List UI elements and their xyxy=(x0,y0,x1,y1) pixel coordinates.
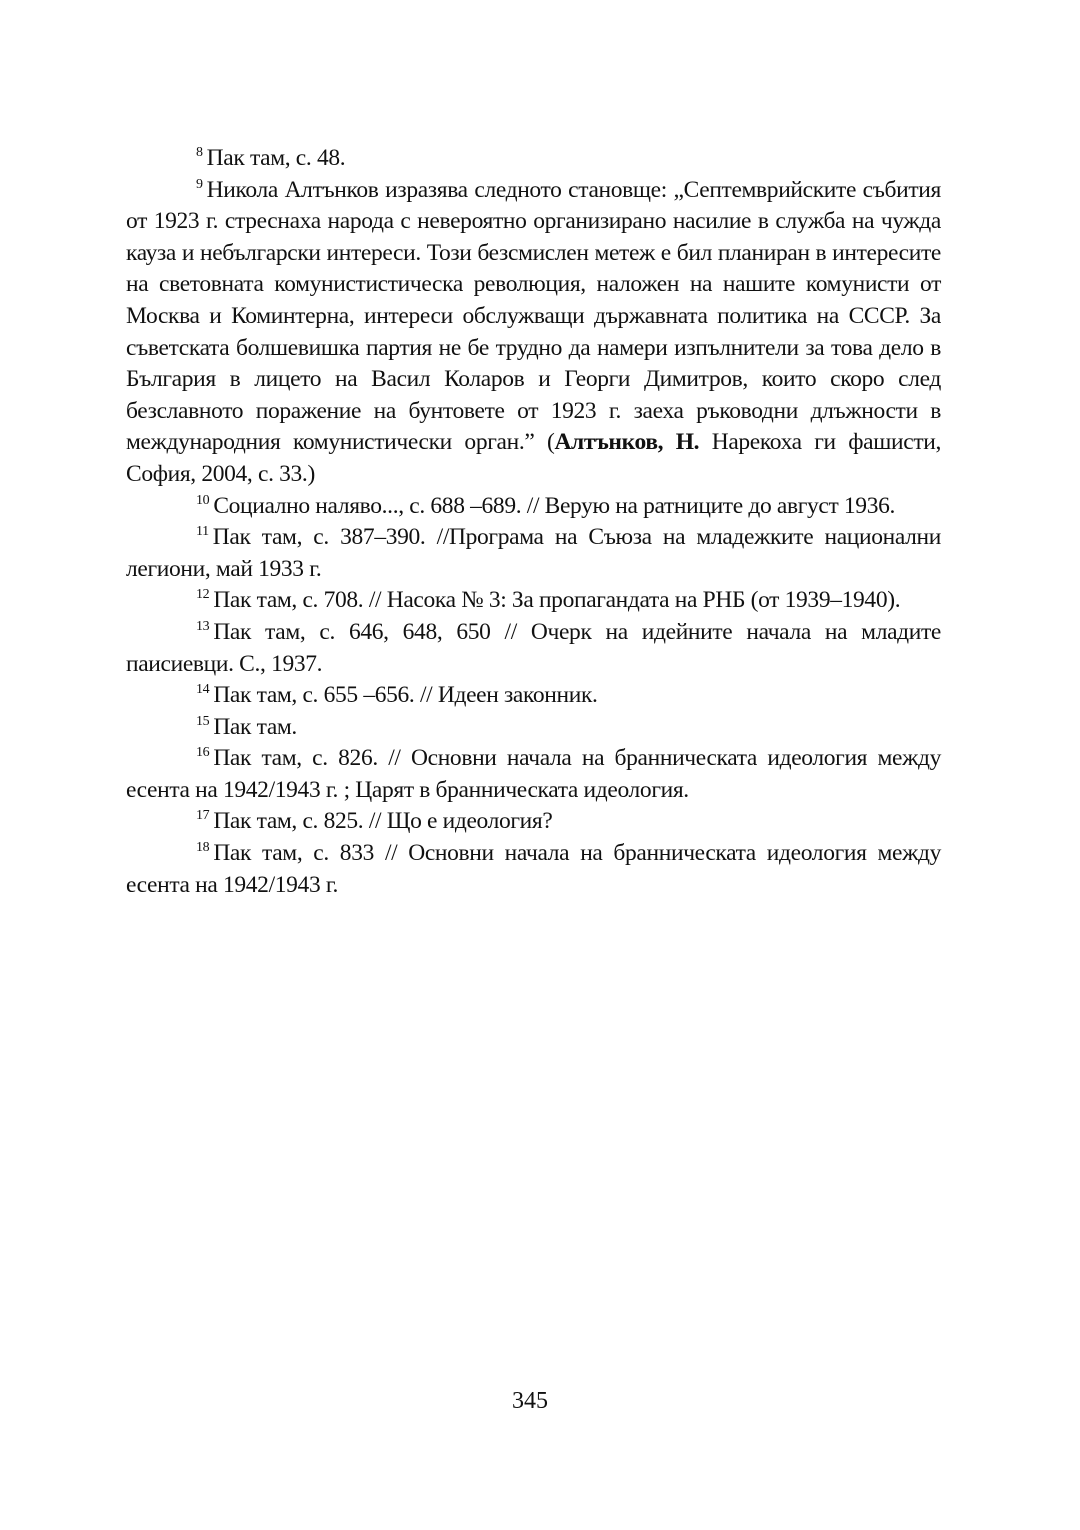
footnote-11 xyxy=(126,522,941,585)
footnote-text: Пак там, с. 48. xyxy=(206,145,346,171)
citation-text: Нарекоха ги фашисти, София, 2004, с. 33.) xyxy=(126,429,941,487)
footnote-17 xyxy=(126,806,941,838)
footnotes-section xyxy=(126,143,941,901)
footnote-10 xyxy=(126,491,941,523)
footnote-number: 15 xyxy=(196,713,210,729)
cited-author: Алтънков, Н. xyxy=(554,429,700,456)
footnote-9 xyxy=(126,175,941,491)
footnote-number: 17 xyxy=(196,808,210,824)
footnote-number: 13 xyxy=(196,618,210,634)
footnote-number: 9 xyxy=(196,176,203,192)
footnote-13 xyxy=(126,617,941,680)
footnote-14 xyxy=(126,680,941,712)
footnote-8 xyxy=(126,143,941,175)
footnote-16 xyxy=(126,743,941,806)
footnote-18 xyxy=(126,838,941,901)
footnote-number: 12 xyxy=(196,587,210,603)
footnote-text: Пак там, с. 826. // Основни начала на бранническата идеология между есента на 1942/1943 г. ; Царят в бранническата идеология. xyxy=(126,745,941,803)
footnote-text: Пак там, с. 833 // Основни начала на бранническата идеология между есента на 1942/1943 г. xyxy=(126,840,941,898)
footnote-number: 10 xyxy=(196,492,210,508)
footnote-text: Пак там, с. 655 –656. // Идеен законник. xyxy=(213,682,598,709)
footnote-text: Пак там. xyxy=(213,713,297,740)
footnote-text: Никола Алтънков изразява следното становще: „Септемврийските събития от 1923 г. стреснаха народа с невероятно организирано насилие в служба на чужда кауза и небългарски интереси. Този безсмислен метеж е бил планиран в интересите на световната комунистистическа революция, наложен на нашите комунисти от Москва и Коминтерна, интереси обслужващи държавната политика на СССР. За съветската болшевишка партия не бе трудно да намери изпълнители за това дело в България в лицето на Васил Коларов и Георги Димитров, които скоро след безславното поражение на бунтовете от 1923 г. заеха ръководни длъжности в международния комунистически орган.” ( xyxy=(126,176,941,456)
footnote-text: Пак там, с. 387–390. //Програма на Съюза на младежките национални легиони, май 1933 г. xyxy=(126,524,941,582)
footnote-number: 8 xyxy=(196,145,203,160)
footnote-15 xyxy=(126,712,941,744)
footnote-number: 11 xyxy=(196,524,209,540)
footnote-text: Пак там, с. 646, 648, 650 // Очерк на идейните начала на младите паисиевци. С., 1937. xyxy=(126,618,941,677)
footnote-12 xyxy=(126,585,941,617)
footnote-number: 18 xyxy=(196,840,210,856)
footnote-text: Пак там, с. 825. // Що е идеология? xyxy=(213,808,553,835)
footnote-number: 16 xyxy=(196,745,210,761)
footnote-text: Социално наляво..., с. 688 –689. // Верую на ратниците до август 1936. xyxy=(213,492,896,519)
page-number: 345 xyxy=(512,1388,548,1414)
footnote-text: Пак там, с. 708. // Насока № 3: За пропагандата на РНБ (от 1939–1940). xyxy=(213,587,901,614)
footnote-number: 14 xyxy=(196,682,210,698)
